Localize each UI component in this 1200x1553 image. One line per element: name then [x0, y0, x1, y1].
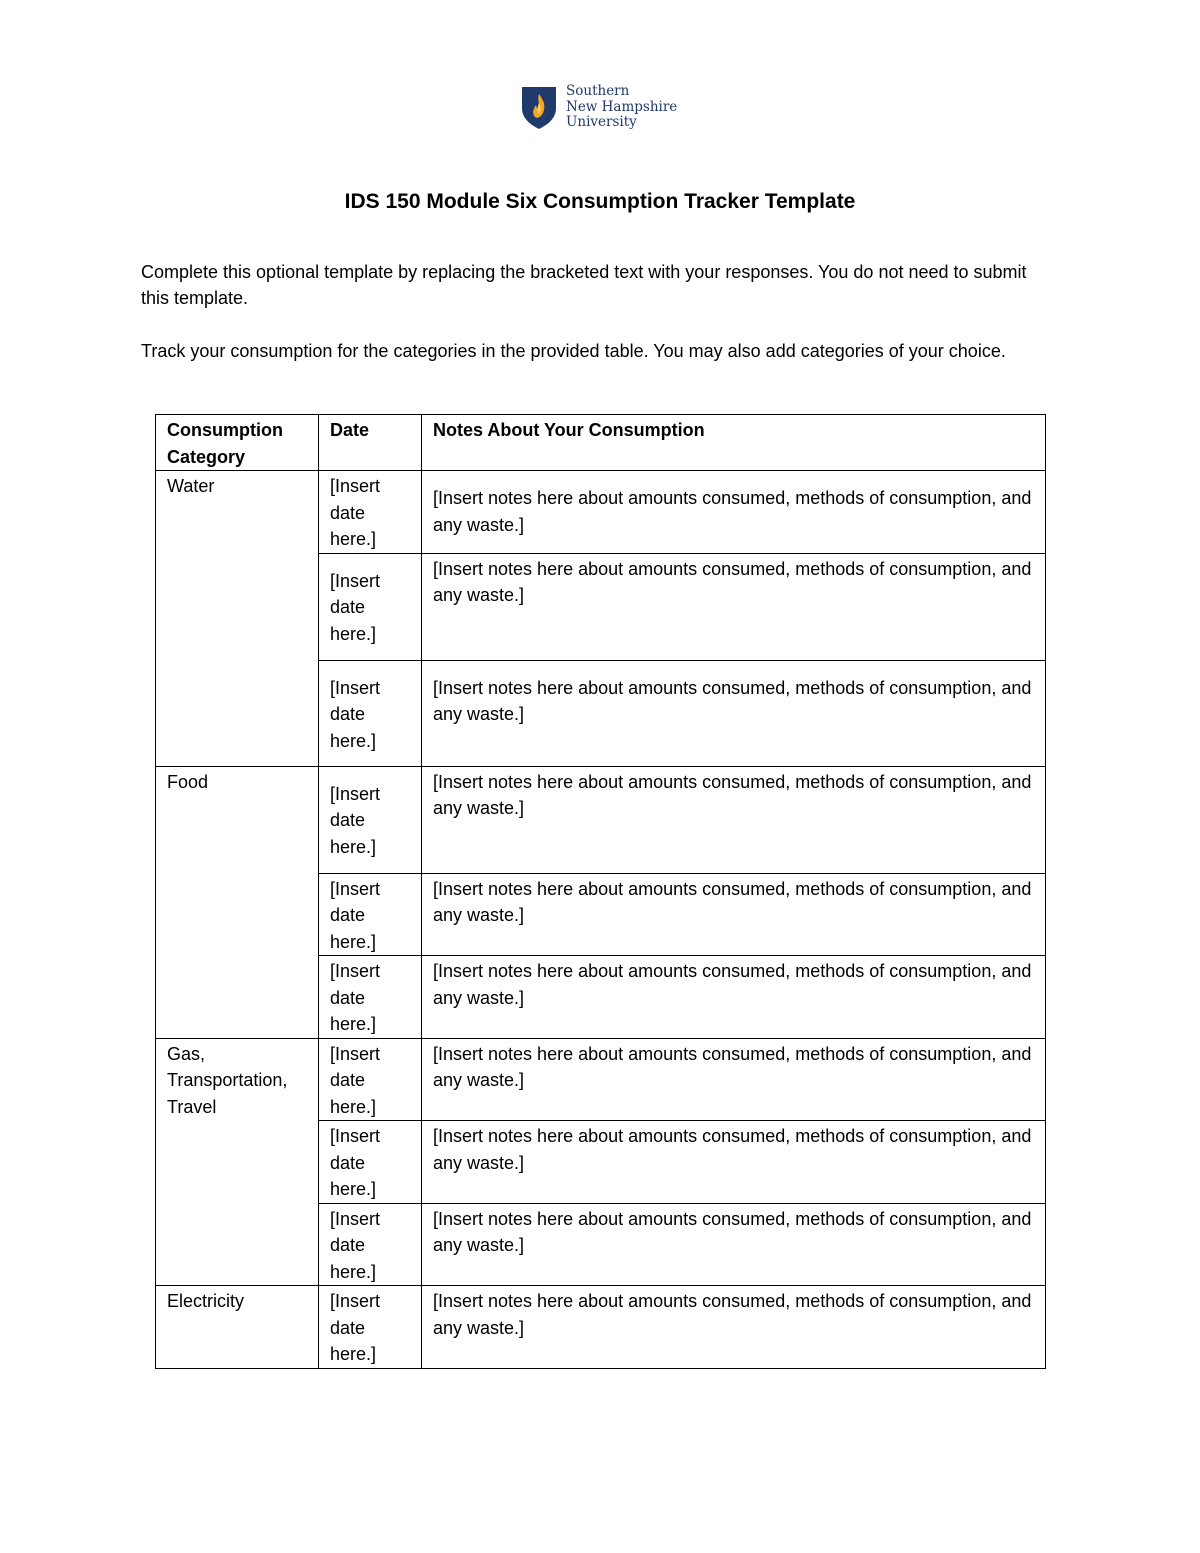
- shield-flame-icon: [520, 84, 558, 130]
- category-gas-transportation-travel: Gas, Transportation, Travel: [156, 1038, 319, 1286]
- notes-cell[interactable]: [Insert notes here about amounts consumed, methods of consumption, and any waste.]: [422, 1038, 1046, 1121]
- university-logo: [520, 84, 690, 132]
- notes-cell[interactable]: [Insert notes here about amounts consumed, methods of consumption, and any waste.]: [422, 873, 1046, 956]
- category-food: Food: [156, 766, 319, 1038]
- document-title: IDS 150 Module Six Consumption Tracker Template: [344, 190, 856, 213]
- table-row: [156, 1286, 1046, 1369]
- category-electricity: Electricity: [156, 1286, 319, 1369]
- header-date: Date: [319, 415, 422, 471]
- logo-line-3: University: [566, 114, 637, 130]
- date-cell[interactable]: [Insert date here.]: [319, 1203, 422, 1286]
- notes-cell[interactable]: [Insert notes here about amounts consumed, methods of consumption, and any waste.]: [422, 1203, 1046, 1286]
- date-cell[interactable]: [Insert date here.]: [319, 471, 422, 554]
- notes-cell[interactable]: [Insert notes here about amounts consumed, methods of consumption, and any waste.]: [422, 1121, 1046, 1204]
- date-cell[interactable]: [Insert date here.]: [319, 873, 422, 956]
- category-water: Water: [156, 471, 319, 767]
- date-cell[interactable]: [Insert date here.]: [319, 766, 422, 873]
- instructions-paragraph: Complete this optional template by replacing the bracketed text with your responses. You do not need to submit this template.: [141, 262, 1027, 308]
- header-category: Consumption Category: [156, 415, 319, 471]
- logo-wordmark: [566, 84, 677, 131]
- date-cell[interactable]: [Insert date here.]: [319, 1121, 422, 1204]
- notes-cell[interactable]: [Insert notes here about amounts consumed, methods of consumption, and any waste.]: [422, 956, 1046, 1039]
- tracking-paragraph: Track your consumption for the categories in the provided table. You may also add categories of your choice.: [141, 341, 1006, 361]
- notes-cell[interactable]: [Insert notes here about amounts consumed, methods of consumption, and any waste.]: [422, 471, 1046, 554]
- date-cell[interactable]: [Insert date here.]: [319, 1286, 422, 1369]
- notes-cell[interactable]: [Insert notes here about amounts consumed, methods of consumption, and any waste.]: [422, 766, 1046, 873]
- table-row: [156, 1038, 1046, 1121]
- date-cell[interactable]: [Insert date here.]: [319, 956, 422, 1039]
- notes-cell[interactable]: [Insert notes here about amounts consumed, methods of consumption, and any waste.]: [422, 553, 1046, 660]
- table-row: [156, 471, 1046, 554]
- logo-line-2: New Hampshire: [566, 98, 678, 115]
- logo-line-1: Southern: [566, 83, 630, 99]
- table-header-row: [156, 415, 1046, 471]
- notes-cell[interactable]: [Insert notes here about amounts consumed, methods of consumption, and any waste.]: [422, 1286, 1046, 1369]
- header-notes: Notes About Your Consumption: [422, 415, 1046, 471]
- notes-cell[interactable]: [Insert notes here about amounts consumed, methods of consumption, and any waste.]: [422, 660, 1046, 766]
- consumption-tracker-table: [155, 414, 1046, 1369]
- date-cell[interactable]: [Insert date here.]: [319, 1038, 422, 1121]
- date-cell[interactable]: [Insert date here.]: [319, 660, 422, 766]
- date-cell[interactable]: [Insert date here.]: [319, 553, 422, 660]
- table-row: [156, 766, 1046, 873]
